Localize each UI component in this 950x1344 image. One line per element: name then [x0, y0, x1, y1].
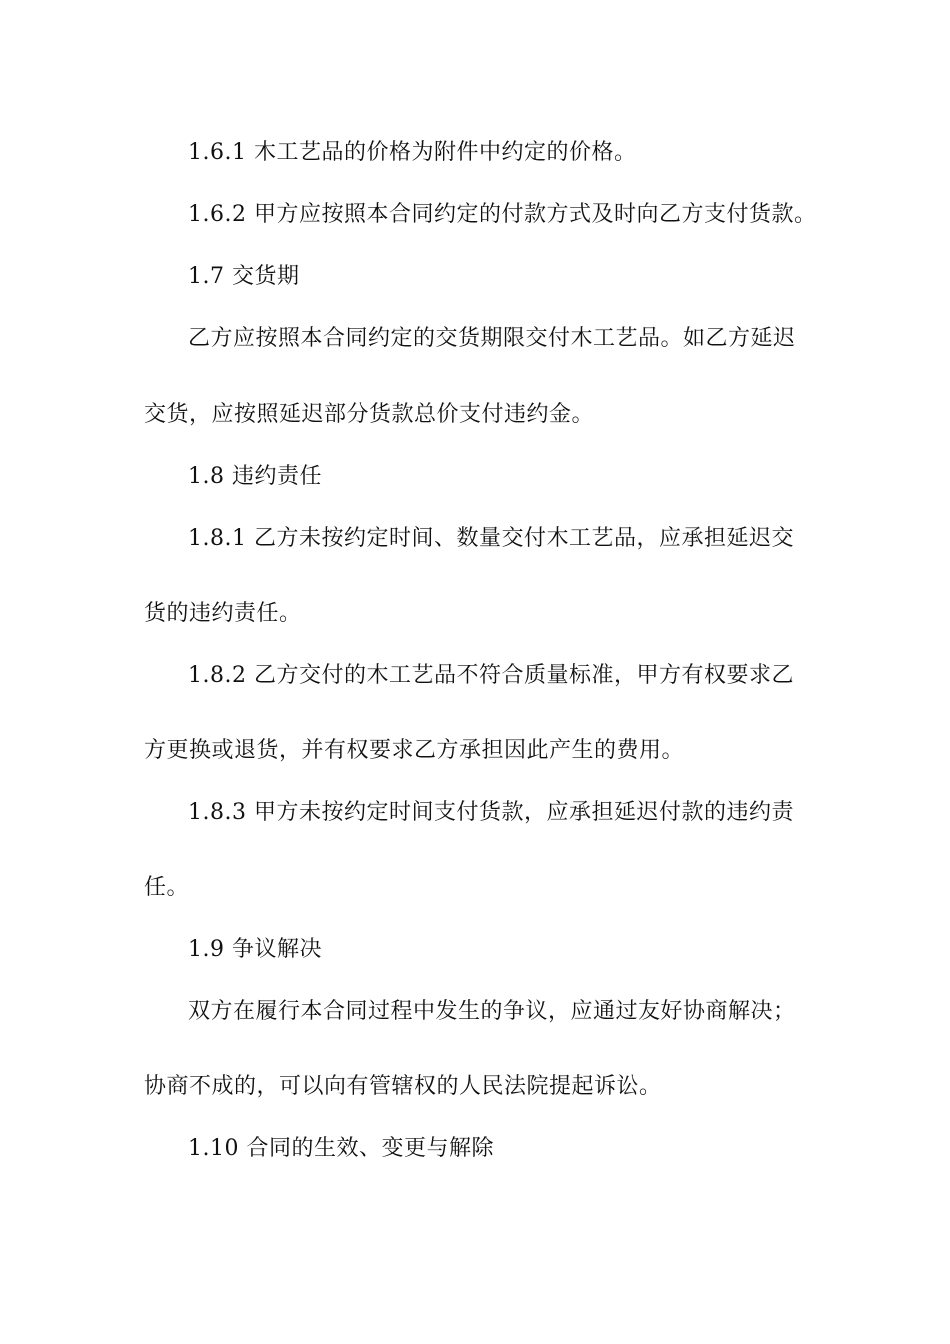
paragraph-line: 乙方应按照本合同约定的交货期限交付木工艺品。如乙方延迟 [188, 326, 796, 351]
section-heading-1-7: 1.7 交货期 [188, 264, 300, 289]
clause-1-8-2: 1.8.2 乙方交付的木工艺品不符合质量标准，甲方有权要求乙 [188, 663, 794, 688]
paragraph-line: 协商不成的，可以向有管辖权的人民法院提起诉讼。 [144, 1074, 662, 1099]
section-heading-1-10: 1.10 合同的生效、变更与解除 [188, 1136, 494, 1161]
paragraph-line: 任。 [144, 875, 190, 900]
clause-1-8-1: 1.8.1 乙方未按约定时间、数量交付木工艺品，应承担延迟交 [188, 526, 794, 551]
paragraph-line: 方更换或退货，并有权要求乙方承担因此产生的费用。 [144, 738, 685, 763]
clause-1-6-2: 1.6.2 甲方应按照本合同约定的付款方式及时向乙方支付货款。 [188, 202, 817, 227]
section-heading-1-8: 1.8 违约责任 [188, 464, 322, 489]
clause-1-8-3: 1.8.3 甲方未按约定时间支付货款，应承担延迟付款的违约责 [188, 800, 794, 825]
paragraph-line: 双方在履行本合同过程中发生的争议，应通过友好协商解决； [188, 999, 796, 1024]
section-heading-1-9: 1.9 争议解决 [188, 937, 322, 962]
paragraph-line: 货的违约责任。 [144, 601, 302, 626]
clause-1-6-1: 1.6.1 木工艺品的价格为附件中约定的价格。 [188, 140, 637, 165]
paragraph-line: 交货，应按照延迟部分货款总价支付违约金。 [144, 402, 595, 427]
